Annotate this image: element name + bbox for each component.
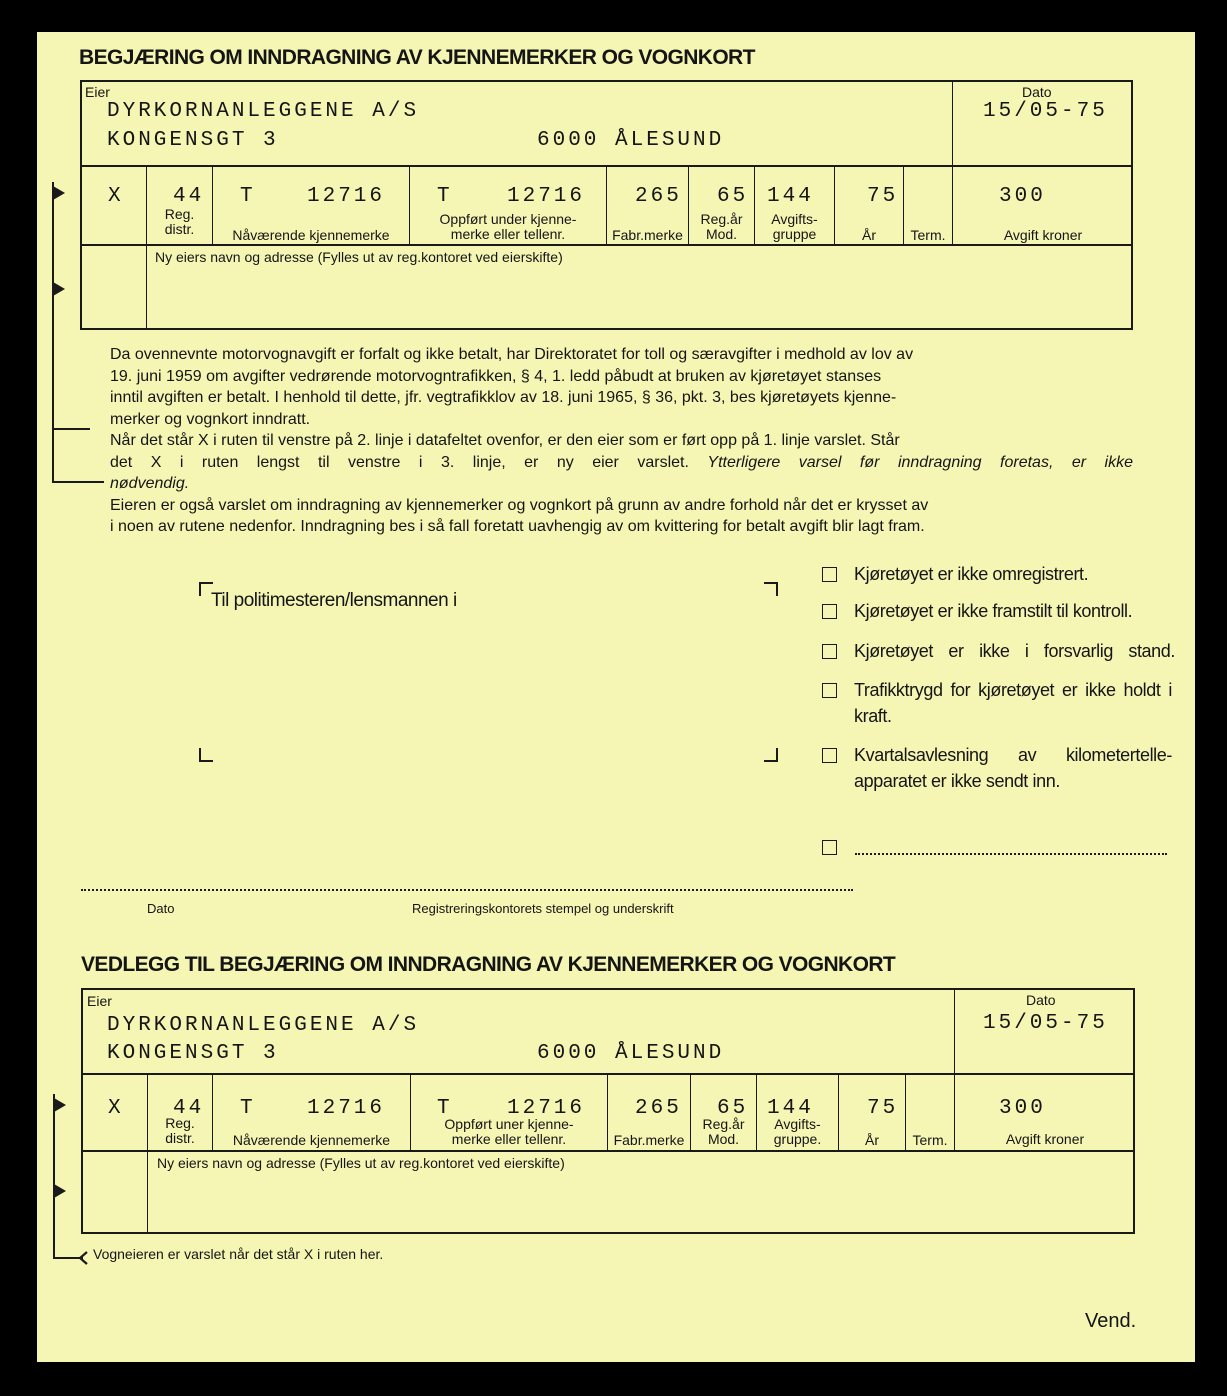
chevron-left-icon: [77, 1250, 89, 1266]
form1-listed-plate-prefix: T: [437, 185, 453, 208]
row-marker-icon: [53, 282, 65, 296]
form1-reg-year-label: Reg.år Mod.: [700, 211, 743, 242]
form2-owner-label: Eier: [87, 993, 112, 1009]
form1-current-plate-number: 12716: [307, 185, 386, 208]
form1-new-owner-label: Ny eiers navn og adresse (Fylles ut av reg.kontoret ved eierskifte): [155, 249, 563, 265]
form1-x-mark: X: [108, 185, 124, 208]
form2-owner-name: DYRKORNANLEGGENE A/S: [107, 1014, 420, 1037]
form2-avgift-kroner-label: Avgift kroner: [1005, 1131, 1085, 1147]
checkbox-not-reregistered[interactable]: [822, 567, 837, 582]
form1-reg-distr-label: Reg. distr.: [164, 206, 195, 237]
signature-date-label: Dato: [147, 901, 175, 916]
form1-owner-city: 6000 ÅLESUND: [537, 129, 725, 152]
form2-x-mark: X: [108, 1097, 124, 1120]
form1-owner-name: DYRKORNANLEGGENE A/S: [107, 100, 420, 123]
form2-listed-plate-number: 12716: [507, 1097, 586, 1120]
form-paper: [37, 32, 1195, 1362]
form1-fabr-merke-label: Fabr.merke: [612, 227, 683, 243]
form1-date-label: Dato: [1022, 84, 1052, 100]
form1-reg-distr: 44: [173, 185, 205, 208]
corner-mark-icon: [764, 582, 778, 596]
form2-footnote: Vogneieren er varslet når det står X i ruten her.: [93, 1246, 384, 1262]
connector-line: [53, 1094, 55, 1258]
form2-owner-street: KONGENSGT 3: [107, 1042, 279, 1065]
form2-listed-plate-prefix: T: [437, 1097, 453, 1120]
form1-year-label: År: [862, 227, 876, 243]
check-label: Kjøretøyet er ikke i forsvarlig stand.: [854, 641, 1175, 661]
form2-new-owner-label: Ny eiers navn og adresse (Fylles ut av reg.kontoret ved eierskifte): [157, 1155, 565, 1171]
form2-avgiftsgruppe: 144: [767, 1097, 814, 1120]
checkbox-odometer[interactable]: [822, 748, 837, 763]
form2-reg-distr-label: Reg. distr.: [165, 1115, 195, 1146]
form1-listed-plate-number: 12716: [507, 185, 586, 208]
checkbox-not-inspected[interactable]: [822, 604, 837, 619]
form1-avgiftsgruppe-label: Avgifts- gruppe: [771, 211, 818, 242]
form1-reg-year: 65: [717, 185, 749, 208]
form2-reg-year-label: Reg.år Mod.: [702, 1116, 745, 1147]
connector-line: [52, 182, 54, 482]
turn-over-label: Vend.: [1085, 1310, 1137, 1332]
form2-year: 75: [867, 1097, 899, 1120]
corner-mark-icon: [199, 748, 213, 762]
form2-title: VEDLEGG TIL BEGJÆRING OM INNDRAGNING AV KJENNEMERKER OG VOGNKORT: [81, 953, 896, 976]
form2-current-plate-label: Nåværende kjennemerke: [232, 1132, 391, 1148]
form1-current-plate-label: Nåværende kjennemerke: [232, 227, 390, 243]
checkbox-insurance[interactable]: [822, 683, 837, 698]
form1-year: 75: [867, 185, 899, 208]
form1-avgift-kroner: 300: [999, 185, 1046, 208]
form2-owner-city: 6000 ÅLESUND: [537, 1042, 725, 1065]
form1-current-plate-prefix: T: [240, 185, 256, 208]
form2-avgiftsgruppe-label: Avgifts- gruppe.: [773, 1116, 822, 1147]
signature-line[interactable]: [81, 889, 853, 891]
check-label: Kvartalsavlesning av kilometertelle-apparatet er ikke sendt inn.: [854, 745, 1172, 791]
row-marker-icon: [53, 186, 65, 200]
form2-reg-year: 65: [717, 1097, 749, 1120]
form2-date-label: Dato: [1026, 992, 1056, 1008]
form1-avgiftsgruppe: 144: [767, 185, 814, 208]
form1-owner-label: Eier: [85, 84, 110, 100]
form2-term-label: Term.: [912, 1132, 948, 1148]
form1-term-label: Term.: [910, 227, 946, 243]
form2-reg-distr: 44: [173, 1097, 205, 1120]
form1-title: BEGJÆRING OM INNDRAGNING AV KJENNEMERKER OG VOGNKORT: [79, 46, 755, 69]
form1-date-value: 15/05-75: [983, 100, 1108, 123]
form2-listed-plate-label: Oppført uner kjenne- merke eller tellenr.: [444, 1116, 574, 1147]
corner-mark-icon: [764, 748, 778, 762]
checkbox-not-roadworthy[interactable]: [822, 644, 837, 659]
form2-year-label: År: [865, 1132, 879, 1148]
form1-avgift-kroner-label: Avgift kroner: [1003, 227, 1083, 243]
form2-current-plate-number: 12716: [307, 1097, 386, 1120]
form1-listed-plate-label: Oppført under kjenne- merke eller tellenr.: [439, 211, 577, 242]
check-label: Trafikktrygd for kjøretøyet er ikke holdt i kraft.: [854, 680, 1172, 726]
form1-owner-street: KONGENSGT 3: [107, 129, 279, 152]
row-marker-icon: [54, 1184, 66, 1198]
form2-fabr-merke: 265: [635, 1097, 682, 1120]
signature-stamp-label: Registreringskontorets stempel og underskrift: [412, 901, 674, 916]
address-box-label: Til politimesteren/lensmannen i: [211, 590, 457, 611]
form2-date-value: 15/05-75: [983, 1012, 1108, 1035]
check-label: Kjøretøyet er ikke omregistrert.: [854, 564, 1089, 584]
other-reason-line[interactable]: [855, 853, 1167, 855]
notice-paragraph: Da ovennevnte motorvognavgift er forfalt og ikke betalt, har Direktoratet for toll og særavgifter i medhold av lov av 19. juni 1959 om avgifter vedrørende motorvogntrafikken, § 4, 1. ledd påbudt at bruken av kjøretøyet stanses inntil avgiften er betalt. I henhold til dette, jfr. vegtrafikklov av 18. juni 1965, § 36, pkt. 3, bes kjøretøyets kjenne- merker og vognkort inndratt. Når det står X i ruten til venstre på 2. linje i datafeltet ovenfor, er den eier som er ført opp på 1. linje varslet. Står det X i ruten lengst til venstre i 3. linje, er ny eier varslet. Ytterligere varsel før inndragning foretas, er ikke nødvendig. Eieren er også varslet om inndragning av kjennemerker og vognkort på grunn av andre forhold når det er krysset av i noen av rutene nedenfor. Inndragning bes i så fall foretatt uavhengig av om kvittering for betalt avgift blir lagt fram.: [110, 346, 1134, 535]
form2-avgift-kroner: 300: [999, 1097, 1046, 1120]
form2-fabr-merke-label: Fabr.merke: [613, 1132, 685, 1148]
form1-fabr-merke: 265: [635, 185, 682, 208]
form2-current-plate-prefix: T: [240, 1097, 256, 1120]
check-label: Kjøretøyet er ikke framstilt til kontroll.: [854, 601, 1133, 621]
row-marker-icon: [54, 1098, 66, 1112]
checkbox-other[interactable]: [822, 840, 837, 855]
